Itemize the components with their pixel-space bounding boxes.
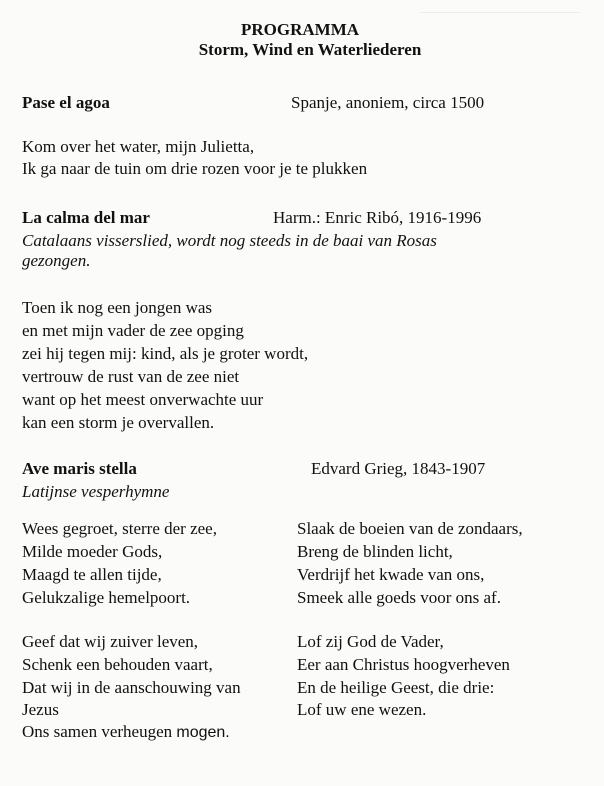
lyric-line: Toen ik nog een jongen was [22,298,213,317]
lyric-line: Eer aan Christus hoogverheven [297,655,510,674]
lyric-line: Lof zij God de Vader, [297,632,444,651]
lyric-line: Jezus [22,700,59,719]
song-description: gezongen. [22,251,91,270]
lyric-line: Schenk een behouden vaart, [22,655,213,674]
lyric-line: Gelukzalige hemelpoort. [22,588,191,607]
lyric-line: Milde moeder Gods, [22,542,163,561]
lyric-line: want op het meest onverwachte uur [22,390,264,409]
lyric-line: En de heilige Geest, die drie: [297,678,495,697]
song-title: Pase el agoa [22,93,110,112]
song-source: Spanje, anoniem, circa 1500 [291,93,485,112]
lyric-line: vertrouw de rust van de zee niet [22,367,240,386]
lyric-line: Geef dat wij zuiver leven, [22,632,199,651]
lyric-line: Slaak de boeien van de zondaars, [297,519,523,538]
lyric-last-word: mogen. [176,724,230,741]
programme-subtitle: Storm, Wind en Waterliederen [198,40,422,59]
lyric-line: Kom over het water, mijn Julietta, [22,137,255,156]
song-description: Latijnse vesperhymne [22,482,170,501]
lyric-line: Dat wij in de aanschouwing van [22,678,241,697]
programme-title: PROGRAMMA [240,20,360,39]
song-source: Edvard Grieg, 1843-1907 [311,459,486,478]
lyric-line: Lof uw ene wezen. [297,700,427,719]
lyric-text: Ons samen verheugen [22,722,177,741]
lyric-line: Ik ga naar de tuin om drie rozen voor je te plukken [22,159,368,178]
lyric-line: Maagd te allen tijde, [22,565,162,584]
lyric-line: en met mijn vader de zee opging [22,321,244,340]
lyric-line: Breng de blinden licht, [297,542,453,561]
lyric-line: Verdrijf het kwade van ons, [297,565,485,584]
song-source: Harm.: Enric Ribó, 1916-1996 [273,208,482,227]
song-description: Catalaans visserslied, wordt nog steeds in de baai van Rosas [22,231,437,250]
lyric-line: Wees gegroet, sterre der zee, [22,519,217,538]
lyric-line: kan een storm je overvallen. [22,413,215,432]
lyric-line: Smeek alle goeds voor ons af. [297,588,501,607]
lyric-line [22,721,230,744]
lyric-line: zei hij tegen mij: kind, als je groter wordt, [22,344,309,363]
song-title: Ave maris stella [22,459,137,478]
song-title: La calma del mar [22,208,150,227]
